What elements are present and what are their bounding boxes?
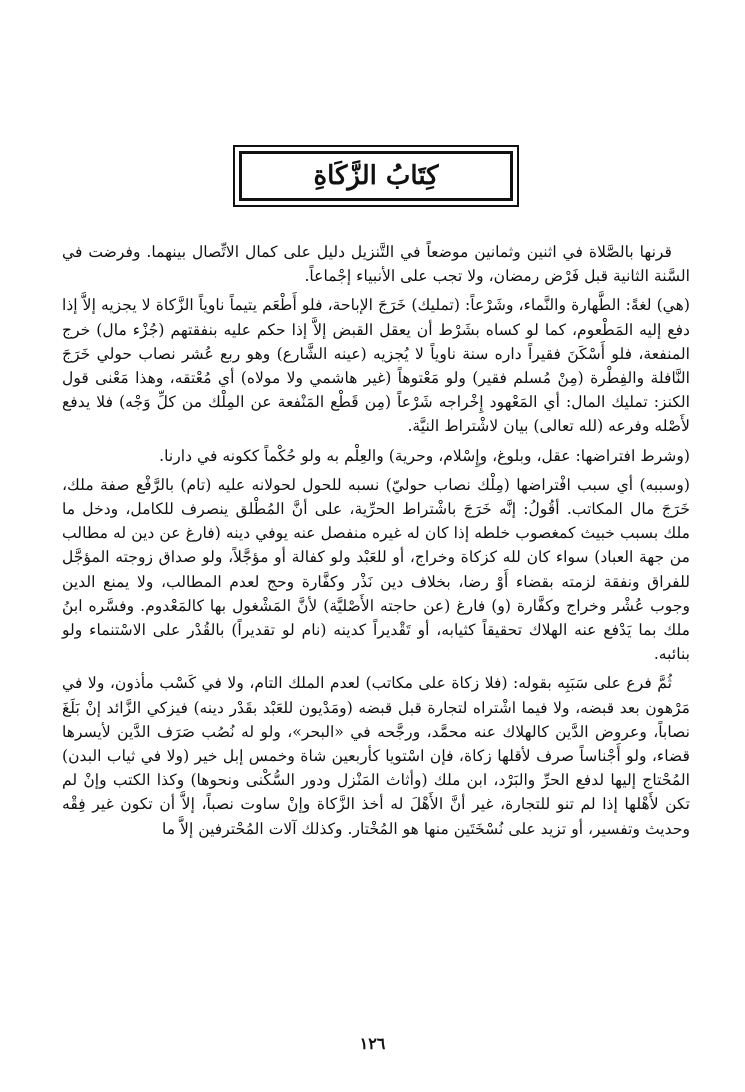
title-inner-frame xyxy=(239,151,513,201)
paragraph-cause: (وسببه) أي سبب افْتراضها (مِلْك نصاب حوليّ) نسبه للحول لحولانه عليه (تام) بالرَّفْع صفة ملك، خَرَجَ مال المكاتب. أقُولُ: إنَّه خَرَجَ باشْتراط الحرِّية، على أنَّ المُطْلق ينصرف للكامل، ودخل ما ملك بسبب خبيث كمغصوب خلطه إذا كان له غيره منفصل عنه يوفي دينه (فارغ عن دين له مطالب من جهة العباد) سواء كان لله كزكاة وخراج، أو للعَبْد ولو كفالة أو مؤجَّلاً، ولو صداق زوجته المؤجَّل للفراق ونفقة لزمته بقضاء أَوْ رضا، بخلاف دين نَذْر وكفَّارة وحج لعدم المطالب، ولا يمنع الدين وجوب عُشْر وخراج وكفَّارة (و) فارغ (عن حاجته الأَصْليَّة) لأنَّ المَشْغول بها كالمَعْدوم. وفسَّره ابنُ ملك بما يَدْفع عنه الهلاك تحقيقاً كثيابه، أو تَقْديراً كدينه (نام لو تقديراً) بالقُدْر على الاسْتنماء ولو بنائبه. xyxy=(62,475,690,664)
title-frame xyxy=(233,145,519,207)
body-text xyxy=(62,240,690,846)
paragraph-definition: (هي) لغةً: الطَّهارة والنَّماء، وشَرْعاً: (تمليك) خَرَجَ الإباحة، فلو أَطْعَم يتيماً ناوياً الزَّكاة لا يجزيه إلاَّ إذا دفع إليه المَطْعوم، كما لو كساه بشَرْط أن يعقل القبض إلاَّ إذا حكم عليه بنفقتهم (جُزْء مال) خرج المنفعة، فلو أَسْكَنَ فقيراً داره سنة ناوياً لا يُجزيه (عينه الشَّارع) وهو ربع عُشر نصاب حولي خَرَجَ النَّافلة والفِطْرة (مِنْ مُسلم فقير) ولو مَعْتوهاً (غير هاشمي ولا مولاه) أي مُعْتقه، وهذا مَعْنى قول الكنز: تمليك المال: أي المَعْهود إِخْراجه شَرْعاً (مِن قَطْع المَنْفعة عن المِلْك من كلِّ وَجْه) فلا يدفع لأَصْله وفرعه (لله تعالى) بيان لاشْتراط النيَّة. xyxy=(62,296,690,436)
paragraph-conditions: (وشرط افتراضها: عقل، وبلوغ، وإِسْلام، وحرية) والعِلْم به ولو حُكْماً ككونه في دارنا. xyxy=(159,446,690,465)
paragraph-intro: قرنها بالصَّلاة في اثنين وثمانين موضعاً في التَّنزيل دليل على كمال الاتِّصال بينهما. وفرضت في السَّنة الثانية قبل فَرْض رمضان، ولا تجب على الأنبياء إجْماعاً. xyxy=(62,243,690,286)
chapter-title: كِتَابُ الزَّكَاةِ xyxy=(313,161,439,191)
paragraph-branches: ثُمَّ فرع على سَبَبِه بقوله: (فلا زكاة على مكاتب) لعدم الملك التام، ولا في كَسْب مأذون، ولا في مَرْهون بعد قبضه، ولا فيما اشْتراه لتجارة قبل قبضه (ومَدْيون للعَبْد بقَدْر دينه) فيزكي الزَّائد إنْ بَلَغَ نصاباً، وعروض الدَّين كالهلاك عنه محمَّد، ورجَّحه في «البحر»، ولو له نُصُب صَرَف الدَّين لأيسرها قضاء، ولو أَجْناساً صرف لأقلها زكاة، فإن اسْتويا كأربعين شاة وخمس إبل خير (ولا في ثياب البدن) المُحْتاج إليها لدفع الحرِّ والبَرْد، ابن ملك (وأثاث المَنْزل ودور السُّكْنى ونحوها) وكذا الكتب وإنْ لم تكن لأَهْلها إذا لم تنو للتجارة، غير أنَّ الأَهْلَ له أخذ الزَّكاة وإنْ ساوت نصباً، إلاَّ أن تكون غير فِقْه وحديث وتفسير، أو تزيد على نُسْخَتَين منها هو المُخْتار. وكذلك آلات المُحْترفين إلاَّ ما xyxy=(62,674,690,838)
page-number: ١٢٦ xyxy=(359,1034,386,1053)
